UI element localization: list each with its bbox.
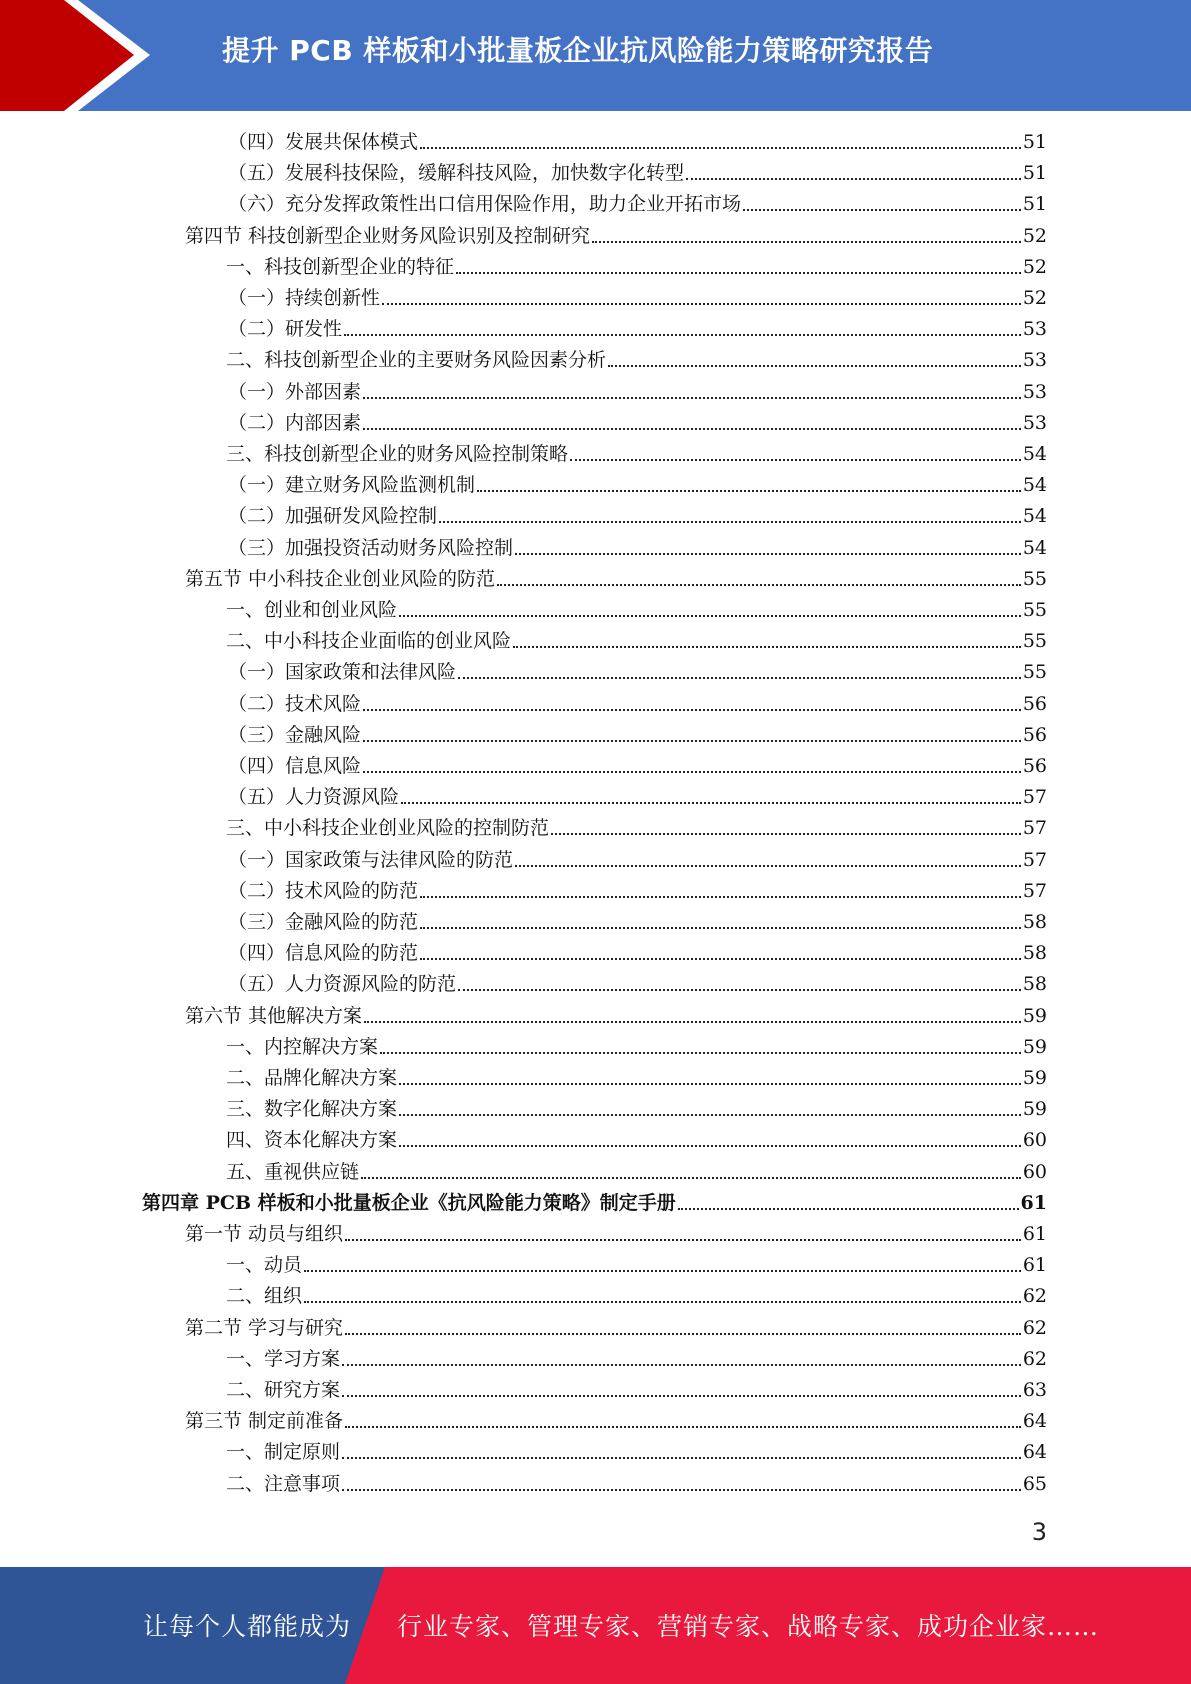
toc-dot-leader	[363, 397, 1021, 399]
page-number: 3	[1031, 1518, 1047, 1546]
toc-entry-title: （二）技术风险的防范	[228, 879, 419, 902]
toc-entry[interactable]	[226, 1094, 1047, 1125]
toc-entry[interactable]	[228, 377, 1047, 408]
toc-dot-leader	[399, 1145, 1021, 1147]
toc-entry-title: 二、科技创新型企业的主要财务风险因素分析	[226, 349, 607, 372]
toc-entry[interactable]	[228, 533, 1047, 564]
toc-entry[interactable]	[226, 1157, 1047, 1188]
toc-entry[interactable]	[228, 470, 1047, 501]
toc-dot-leader	[399, 1083, 1021, 1085]
toc-entry[interactable]	[228, 189, 1047, 220]
toc-entry-page: 52	[1022, 255, 1047, 278]
toc-entry[interactable]	[228, 720, 1047, 751]
toc-dot-leader	[515, 865, 1021, 867]
toc-entry-title: 一、制定原则	[226, 1441, 341, 1464]
toc-dot-leader	[304, 1301, 1021, 1303]
toc-entry[interactable]	[228, 283, 1047, 314]
toc-entry-title: （五）人力资源风险	[228, 786, 400, 809]
toc-entry-page: 56	[1022, 755, 1047, 777]
toc-dot-leader	[608, 365, 1021, 367]
toc-entry[interactable]	[228, 408, 1047, 439]
toc-entry-title: 第六节 其他解决方案	[185, 1004, 363, 1027]
toc-dot-leader	[678, 1208, 1019, 1210]
toc-entry-page: 53	[1022, 411, 1047, 434]
toc-entry-title: （五）发展科技保险，缓解科技风险，加快数字化转型	[228, 162, 685, 185]
toc-entry[interactable]	[185, 1001, 1047, 1032]
toc-entry-page: 52	[1022, 287, 1047, 309]
toc-entry[interactable]	[142, 1188, 1047, 1219]
toc-entry[interactable]	[228, 689, 1047, 720]
toc-entry-page: 51	[1022, 162, 1047, 185]
toc-entry-title: 三、数字化解决方案	[226, 1098, 398, 1121]
toc-entry[interactable]	[185, 1406, 1047, 1437]
toc-entry[interactable]	[228, 845, 1047, 876]
toc-entry-page: 64	[1022, 1441, 1047, 1464]
toc-dot-leader	[420, 147, 1021, 149]
toc-entry-title: 三、科技创新型企业的财务风险控制策略	[226, 443, 569, 465]
toc-entry[interactable]	[226, 1437, 1047, 1468]
toc-entry[interactable]	[226, 1375, 1047, 1406]
toc-entry[interactable]	[228, 938, 1047, 969]
toc-dot-leader	[363, 428, 1021, 430]
toc-entry-title: 一、内控解决方案	[226, 1035, 379, 1058]
toc-dot-leader	[513, 646, 1021, 648]
toc-entry-page: 53	[1022, 380, 1047, 403]
toc-entry-page: 59	[1022, 1098, 1047, 1121]
toc-dot-leader	[364, 1021, 1021, 1023]
toc-entry[interactable]	[226, 626, 1047, 657]
toc-entry-page: 56	[1022, 723, 1047, 746]
toc-entry-page: 51	[1022, 193, 1047, 216]
toc-entry-title: 第三节 制定前准备	[185, 1410, 344, 1433]
toc-entry-title: 第一节 动员与组织	[185, 1223, 344, 1245]
toc-entry-title: 二、品牌化解决方案	[226, 1067, 398, 1089]
page-header	[0, 0, 1191, 111]
toc-entry-title: （一）持续创新性	[228, 287, 381, 309]
toc-dot-leader	[420, 927, 1021, 929]
toc-dot-leader	[363, 771, 1021, 773]
toc-dot-leader	[363, 740, 1021, 742]
toc-entry-page: 55	[1022, 661, 1047, 684]
toc-dot-leader	[345, 1239, 1021, 1241]
toc-entry[interactable]	[226, 595, 1047, 626]
toc-dot-leader	[344, 334, 1021, 336]
toc-dot-leader	[743, 209, 1021, 211]
toc-entry-page: 55	[1022, 567, 1047, 590]
toc-entry-page: 54	[1022, 474, 1047, 497]
toc-entry-title: （四）信息风险的防范	[228, 942, 419, 965]
toc-entry-page: 54	[1022, 536, 1047, 559]
toc-entry-page: 61	[1022, 1223, 1047, 1245]
toc-entry-title: （二）加强研发风险控制	[228, 505, 438, 528]
toc-entry-title: 一、学习方案	[226, 1347, 341, 1370]
toc-entry[interactable]	[226, 1063, 1047, 1094]
header-arrow-graphic	[0, 0, 160, 111]
toc-entry[interactable]	[185, 1313, 1047, 1344]
page-footer	[0, 1567, 1191, 1684]
toc-entry-title: 一、科技创新型企业的特征	[226, 255, 455, 278]
toc-dot-leader	[458, 989, 1021, 991]
toc-dot-leader	[380, 1052, 1021, 1054]
toc-dot-leader	[420, 896, 1021, 898]
toc-dot-leader	[342, 1364, 1021, 1366]
toc-entry-title: 第五节 中小科技企业创业风险的防范	[185, 567, 496, 590]
toc-entry-page: 61	[1022, 1254, 1047, 1277]
toc-entry-title: （一）国家政策与法律风险的防范	[228, 848, 514, 871]
toc-entry-page: 58	[1022, 911, 1047, 933]
toc-entry-page: 60	[1022, 1160, 1047, 1183]
toc-entry-title: 二、中小科技企业面临的创业风险	[226, 630, 512, 653]
toc-entry-page: 64	[1022, 1410, 1047, 1433]
toc-dot-leader	[399, 615, 1021, 617]
toc-dot-leader	[361, 1177, 1021, 1179]
toc-entry-title: （五）人力资源风险的防范	[228, 973, 457, 996]
toc-entry[interactable]	[226, 813, 1047, 844]
toc-entry[interactable]	[228, 127, 1047, 158]
toc-entry-title: （三）金融风险的防范	[228, 911, 419, 933]
toc-dot-leader	[551, 833, 1021, 835]
toc-entry-title: （二）研发性	[228, 318, 343, 341]
toc-entry-page: 63	[1022, 1379, 1047, 1401]
toc-entry-title: 二、研究方案	[226, 1379, 341, 1401]
toc-entry-page: 62	[1022, 1347, 1047, 1370]
toc-dot-leader	[342, 1457, 1021, 1459]
toc-entry-title: （一）外部因素	[228, 380, 362, 403]
toc-entry-title: 第四章 PCB 样板和小批量板企业《抗风险能力策略》制定手册	[142, 1191, 676, 1214]
toc-dot-leader	[345, 1426, 1021, 1428]
toc-entry[interactable]	[185, 221, 1047, 252]
toc-entry-page: 55	[1022, 630, 1047, 653]
toc-dot-leader	[515, 553, 1021, 555]
toc-entry-page: 57	[1022, 848, 1047, 871]
toc-entry-page: 59	[1022, 1067, 1047, 1089]
toc-entry-title: 二、注意事项	[226, 1472, 341, 1495]
toc-entry-title: （一）建立财务风险监测机制	[228, 474, 476, 497]
toc-entry-page: 57	[1022, 879, 1047, 902]
toc-dot-leader	[592, 241, 1021, 243]
toc-entry-page: 60	[1022, 1129, 1047, 1152]
toc-entry-title: （二）技术风险	[228, 692, 362, 715]
toc-entry-page: 57	[1022, 786, 1047, 809]
toc-dot-leader	[342, 1489, 1021, 1491]
toc-entry[interactable]	[226, 1250, 1047, 1281]
toc-dot-leader	[363, 709, 1021, 711]
toc-entry-title: （六）充分发挥政策性出口信用保险作用，助力企业开拓市场	[228, 193, 742, 216]
toc-entry-page: 61	[1020, 1191, 1047, 1214]
toc-entry-title: 四、资本化解决方案	[226, 1129, 398, 1152]
toc-entry-title: （四）信息风险	[228, 755, 362, 777]
toc-entry[interactable]	[226, 439, 1047, 470]
toc-entry-title: （一）国家政策和法律风险	[228, 661, 457, 684]
toc-entry[interactable]	[226, 1469, 1047, 1500]
toc-entry-title: （三）金融风险	[228, 723, 362, 746]
toc-dot-leader	[686, 178, 1021, 180]
toc-entry[interactable]	[228, 314, 1047, 345]
toc-entry-page: 54	[1022, 443, 1047, 465]
toc-dot-leader	[497, 584, 1021, 586]
footer-slogan-left: 让每个人都能成为	[143, 1612, 352, 1641]
header-arrow-red	[0, 0, 134, 111]
toc-entry[interactable]	[228, 876, 1047, 907]
toc-entry-page: 58	[1022, 973, 1047, 996]
toc-entry-title: （二）内部因素	[228, 411, 362, 434]
toc-entry-page: 55	[1022, 599, 1047, 621]
toc-entry-page: 53	[1022, 349, 1047, 372]
toc-entry-title: 二、组织	[226, 1285, 303, 1308]
toc-entry-title: 第四节 科技创新型企业财务风险识别及控制研究	[185, 224, 591, 247]
toc-dot-leader	[570, 459, 1021, 461]
toc-entry[interactable]	[226, 1032, 1047, 1063]
toc-entry[interactable]	[226, 1344, 1047, 1375]
toc-dot-leader	[420, 958, 1021, 960]
footer-slogan-right: 行业专家、管理专家、营销专家、战略专家、成功企业家……	[397, 1612, 1100, 1641]
toc-entry-title: 一、动员	[226, 1254, 303, 1277]
toc-entry-page: 58	[1022, 942, 1047, 965]
toc-dot-leader	[382, 303, 1021, 305]
toc-dot-leader	[399, 1114, 1021, 1116]
toc-entry-page: 53	[1022, 318, 1047, 341]
toc-entry-title: 一、创业和创业风险	[226, 599, 398, 621]
toc-entry-page: 59	[1022, 1035, 1047, 1058]
toc-entry[interactable]	[228, 751, 1047, 782]
toc-entry[interactable]	[228, 907, 1047, 938]
toc-entry-page: 56	[1022, 692, 1047, 715]
toc-entry-title: （三）加强投资活动财务风险控制	[228, 536, 514, 559]
toc-entry[interactable]	[228, 158, 1047, 189]
toc-entry[interactable]	[228, 657, 1047, 688]
toc-entry[interactable]	[228, 782, 1047, 813]
toc-entry-title: 五、重视供应链	[226, 1160, 360, 1183]
toc-entry-page: 62	[1022, 1285, 1047, 1308]
toc-entry-title: 第二节 学习与研究	[185, 1316, 344, 1339]
toc-dot-leader	[456, 272, 1021, 274]
toc-entry[interactable]	[226, 1125, 1047, 1156]
toc-entry-page: 65	[1022, 1472, 1047, 1495]
toc-entry[interactable]	[226, 345, 1047, 376]
toc-entry-page: 57	[1022, 817, 1047, 840]
toc-entry[interactable]	[228, 501, 1047, 532]
toc-dot-leader	[401, 802, 1021, 804]
toc-entry-page: 54	[1022, 505, 1047, 528]
toc-entry-page: 59	[1022, 1004, 1047, 1027]
toc-dot-leader	[304, 1270, 1021, 1272]
toc-dot-leader	[439, 521, 1021, 523]
toc-dot-leader	[345, 1333, 1021, 1335]
toc-entry[interactable]	[226, 1281, 1047, 1312]
toc-dot-leader	[477, 490, 1021, 492]
toc-entry-page: 62	[1022, 1316, 1047, 1339]
toc-dot-leader	[458, 677, 1021, 679]
report-title: 提升 PCB 样板和小批量板企业抗风险能力策略研究报告	[222, 34, 934, 67]
toc-entry[interactable]	[185, 1219, 1047, 1250]
toc-entry-page: 51	[1022, 131, 1047, 153]
toc-entry[interactable]	[185, 564, 1047, 595]
toc-entry-page: 52	[1022, 224, 1047, 247]
toc-entry[interactable]	[226, 252, 1047, 283]
toc-entry-title: （四）发展共保体模式	[228, 131, 419, 153]
toc-entry-title: 三、中小科技企业创业风险的控制防范	[226, 817, 550, 840]
toc-dot-leader	[342, 1395, 1021, 1397]
toc-entry[interactable]	[228, 969, 1047, 1000]
